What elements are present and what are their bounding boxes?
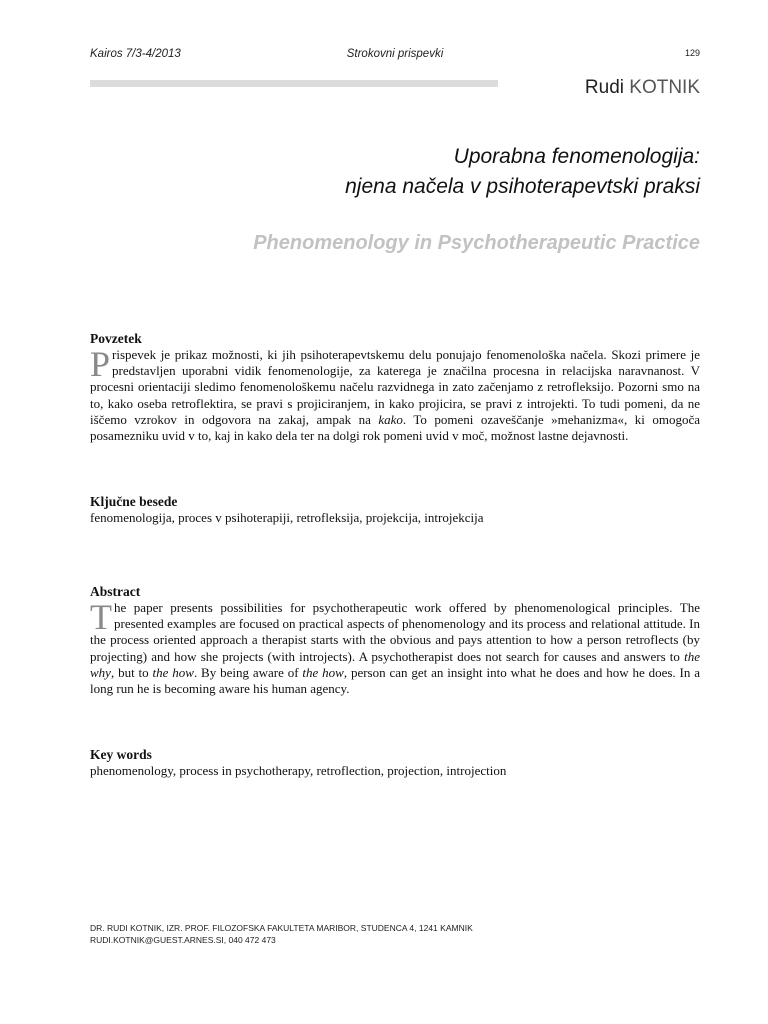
english-title: Phenomenology in Psychotherapeutic Practice: [253, 232, 700, 254]
article-title: [100, 142, 700, 202]
section-name: Strokovni prispevki: [346, 48, 444, 60]
keywords-heading: Key words: [90, 747, 152, 762]
keywords-section: [90, 747, 700, 779]
author-name: [585, 77, 700, 99]
header-rule: [90, 80, 498, 87]
abstract-text: The paper presents possibilities for psychotherapeutic work offered by phenomenological principles. The presented examples are focused on practical aspects of phenomenology and its process and relational attitude. In the process oriented approach a therapist starts with the obvious and pays attention to how a person retroflects (by projecting) and how she projects (with introjects). A psychotherapist does not search for causes and answers to the why, but to the how. By being aware of the how, person can get an insight into what he does and how he does. In a long run he is becoming aware his human agency.: [90, 597, 700, 697]
kljucne-besede-section: [90, 494, 700, 526]
title-line-1: Uporabna fenomenologija:: [453, 145, 700, 168]
povzetek-dropcap: P: [90, 344, 111, 384]
contact-line: RUDI.KOTNIK@GUEST.ARNES.SI, 040 472 473: [90, 935, 276, 945]
title-line-2: njena načela v psihoterapevtski praksi: [345, 175, 700, 198]
povzetek-text: Prispevek je prikaz možnosti, ki jih psihoterapevtskemu delu ponujajo fenomenološka načela. Skozi primere je predstavljen uporabni vidik fenomenologije, za katerega je značilna procesna in relacijska naravnanost. V procesni orientaciji sledimo fenomenološkemu načelu razvidnega in zato začenjamo z retrofleksijo. Pozorni smo na to, kako oseba retroflektira, se pravi s projiciranjem, in kako projicira, se pravi z introjekti. To tudi pomeni, da ne iščemo vzrokov in odgovora na zakaj, ampak na kako. To pomeni ozaveščanje »mehanizma«, ki omogoča posamezniku uvid v to, kaj in kako dela ter na dolgi rok pomeni uvid v moč, možnost lastne dejavnosti.: [90, 344, 701, 444]
author-last-name: KOTNIK: [629, 77, 700, 98]
author-affiliation: [90, 922, 710, 946]
kljucne-besede-text: fenomenologija, proces v psihoterapiji, retrofleksija, projekcija, introjekcija: [90, 510, 484, 525]
povzetek-heading: Povzetek: [90, 331, 142, 346]
abstract-dropcap: T: [90, 597, 112, 637]
affiliation-line: DR. RUDI KOTNIK, IZR. PROF. FILOZOFSKA FAKULTETA MARIBOR, STUDENCA 4, 1241 KAMNIK: [90, 923, 473, 933]
povzetek-section: [90, 331, 700, 444]
author-first-name: Rudi: [584, 77, 624, 98]
abstract-section: [90, 584, 700, 697]
kljucne-besede-heading: Ključne besede: [90, 494, 178, 509]
abstract-heading: Abstract: [90, 584, 141, 599]
journal-issue: Kairos 7/3-4/2013: [90, 48, 181, 60]
keywords-text: phenomenology, process in psychotherapy, retroflection, projection, introjection: [90, 763, 507, 778]
page-number: 129: [684, 48, 700, 58]
running-head: [90, 48, 700, 64]
